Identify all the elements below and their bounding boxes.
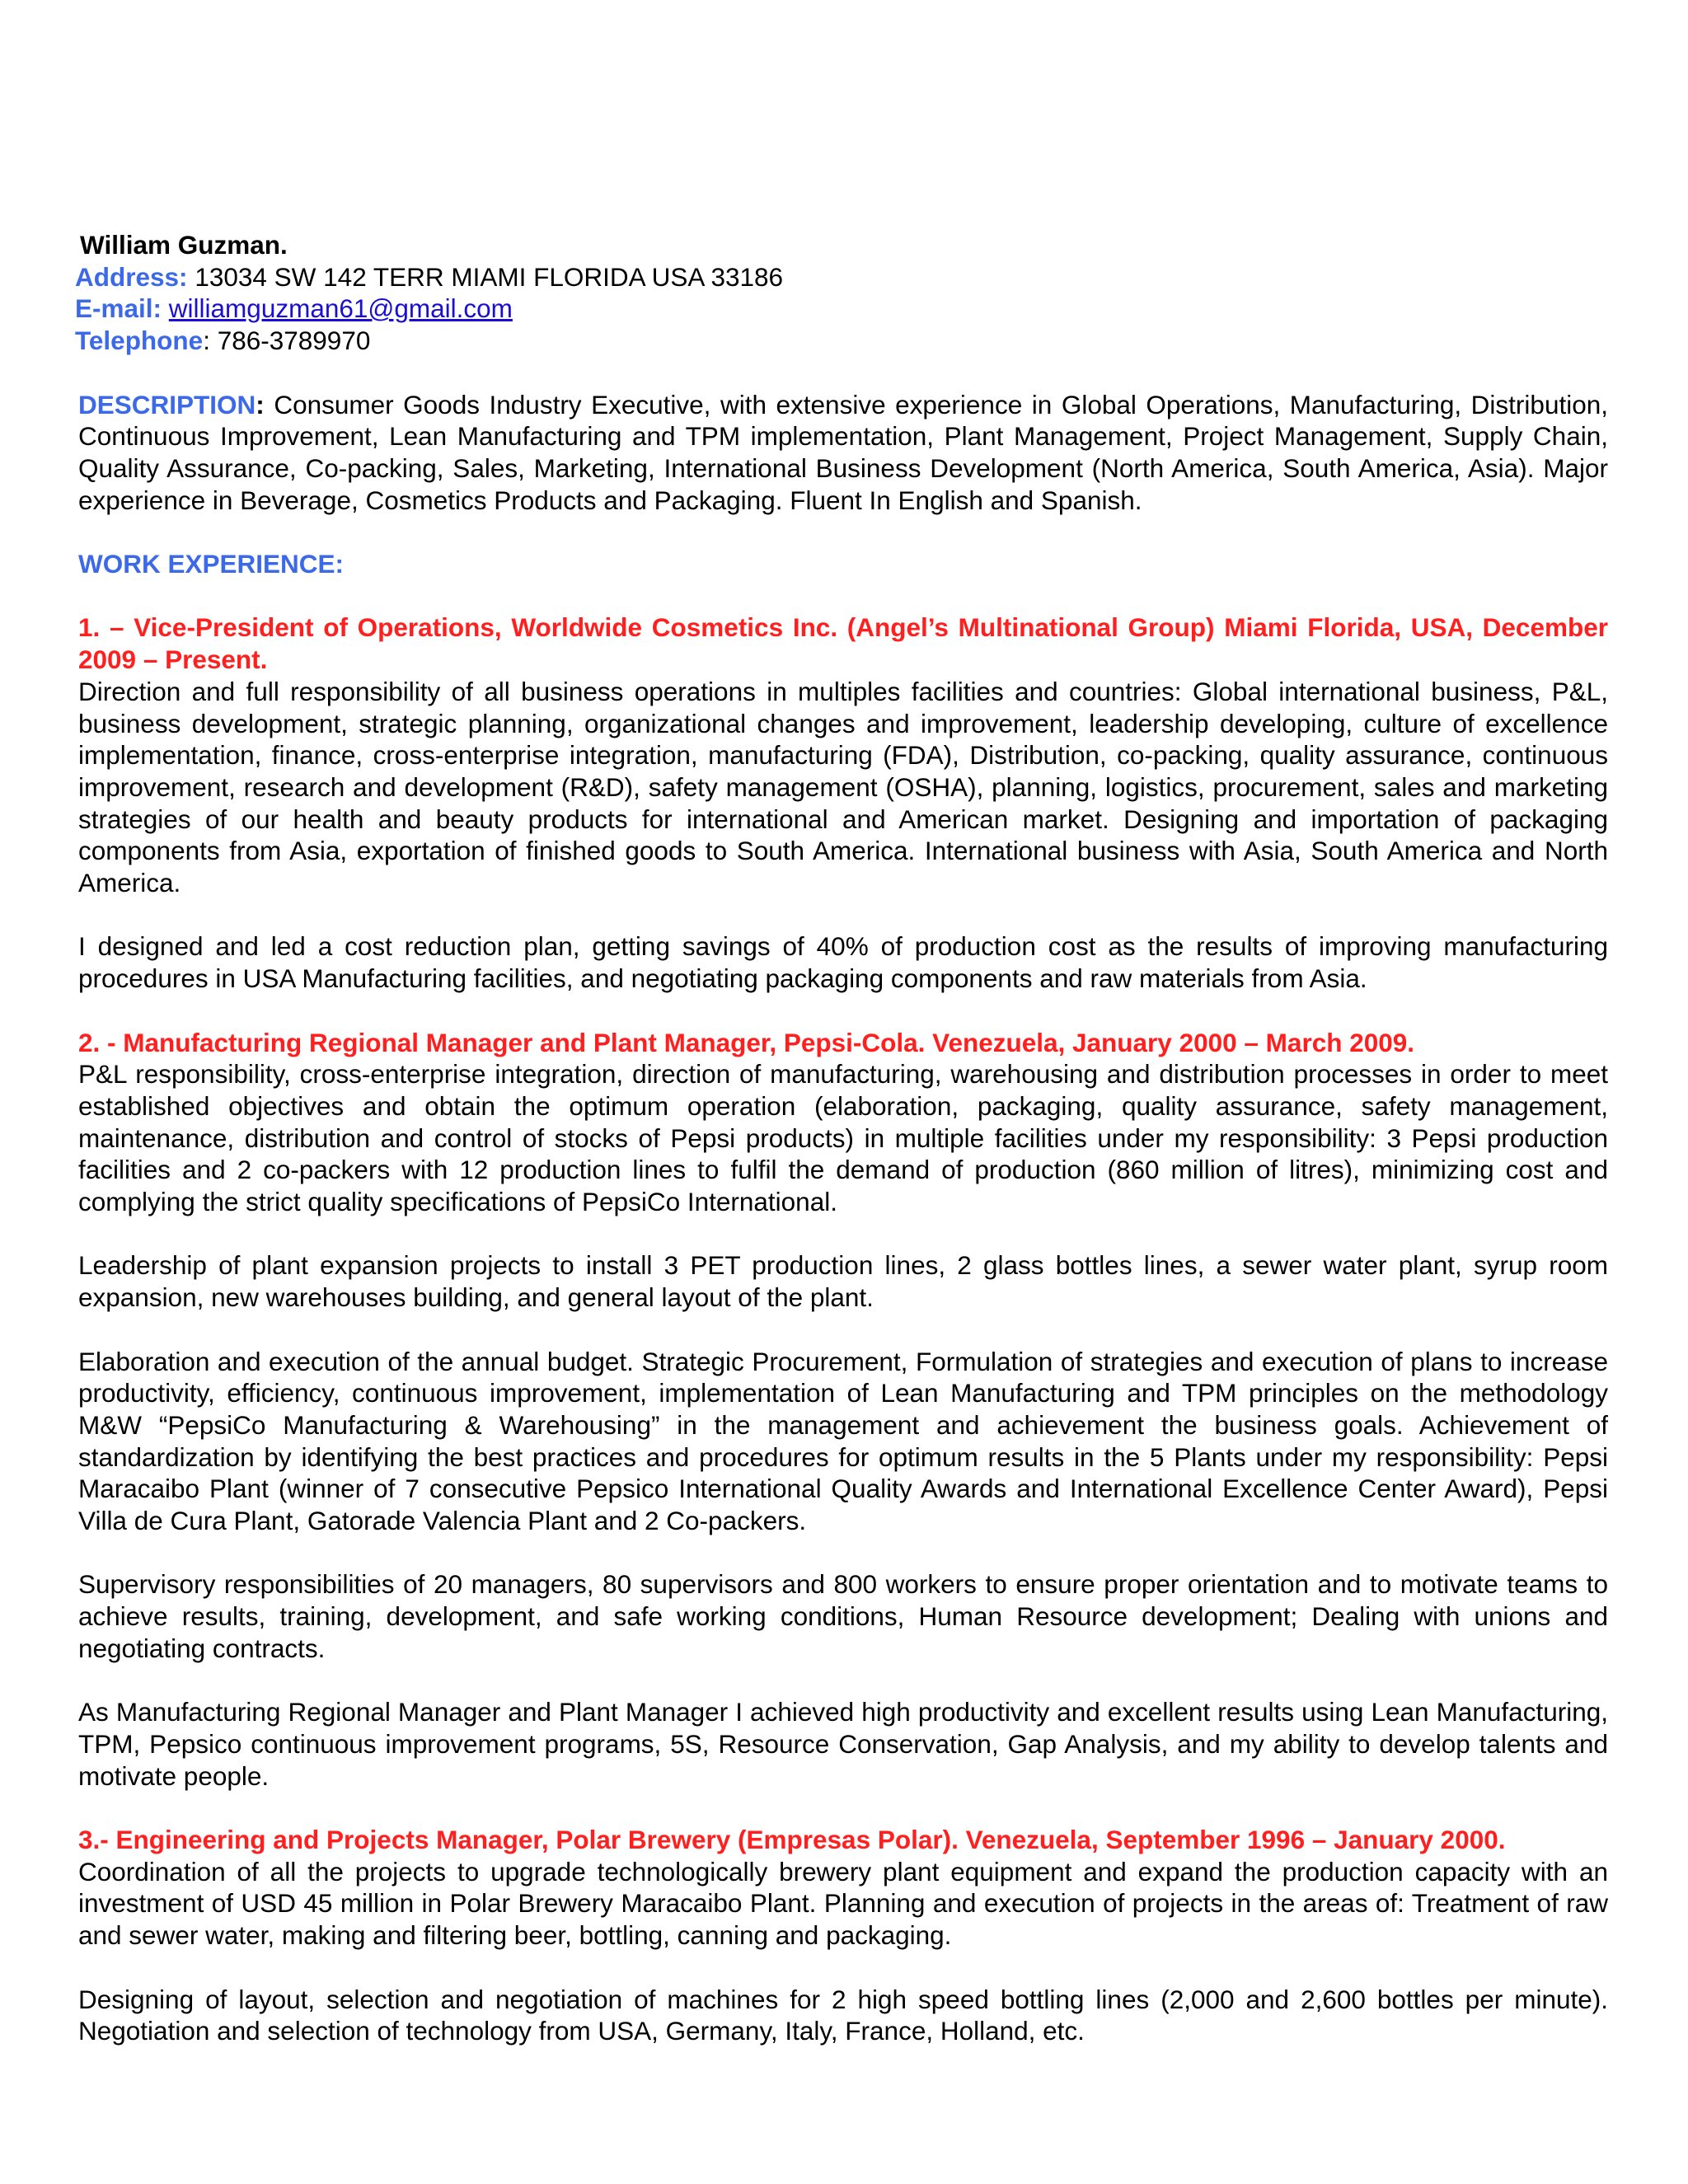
email-link[interactable]: williamguzman61@gmail.com [168, 293, 513, 324]
description-label: DESCRIPTION [78, 389, 256, 419]
description-paragraph [78, 389, 1608, 517]
telephone-value: : 786-3789970 [203, 326, 371, 356]
address-line [75, 261, 1608, 293]
spacer [78, 1218, 1608, 1250]
address-label: Address: [75, 261, 188, 292]
job-paragraph: As Manufacturing Regional Manager and Plant Manager I achieved high productivity and excellent results using Lean Manufacturing, TPM, Pepsico continuous improvement programs, 5S, Resource Conservation, Gap Analysis, and my ability to develop talents and motivate people. [78, 1697, 1608, 1791]
job-paragraph: Supervisory responsibilities of 20 managers, 80 supervisors and 800 workers to ensure proper orientation and to motivate teams to achieve results, training, development, and safe working conditions, Human Resource development; Dealing with unions and negotiating contracts. [78, 1569, 1608, 1663]
spacer [78, 1792, 1608, 1824]
spacer [78, 1665, 1608, 1697]
job-paragraph: I designed and led a cost reduction plan, getting savings of 40% of production cost as the results of improving manufacturing procedures in USA Manufacturing facilities, and negotiating packaging components and raw materials from Asia. [78, 931, 1608, 994]
spacer [78, 995, 1608, 1027]
email-line [75, 293, 1608, 325]
description-colon: : [256, 389, 265, 419]
spacer [78, 580, 1608, 612]
email-label: E-mail: [75, 293, 162, 324]
spacer [78, 1537, 1608, 1569]
spacer [78, 1952, 1608, 1984]
work-experience-heading: WORK EXPERIENCE: [78, 549, 345, 579]
description-text: Consumer Goods Industry Executive, with extensive experience in Global Operations, Manufacturing, Distribution, Continuous Improvement, Lean Manufacturing and TPM implementation, Plant Management, Project Management, Supply Chain, Quality Assurance, Co-packing, Sales, Marketing, International Business Development (North America, South America, Asia). Major experience in Beverage, Cosmetics Products and Packaging. Fluent In English and Spanish. [78, 389, 1608, 515]
job-paragraph: Coordination of all the projects to upgrade technologically brewery plant equipment and expand the production capacity with an investment of USD 45 million in Polar Brewery Maracaibo Plant. Planning and execution of projects in the areas of: Treatment of raw and sewer water, making and filtering beer, bottling, canning and packaging. [78, 1856, 1608, 1951]
address-value: 13034 SW 142 TERR MIAMI FLORIDA USA 33186 [195, 261, 784, 292]
job-title: 2. - Manufacturing Regional Manager and Plant Manager, Pepsi-Cola. Venezuela, January 2000 – March 2009. [78, 1027, 1415, 1057]
spacer [78, 516, 1608, 548]
spacer [78, 357, 1608, 389]
spacer [78, 899, 1608, 931]
telephone-label: Telephone [75, 326, 204, 356]
job-title: 3.- Engineering and Projects Manager, Polar Brewery (Empresas Polar). Venezuela, September 1996 – January 2000. [78, 1825, 1506, 1854]
candidate-name: William Guzman. [80, 230, 288, 260]
resume-page [75, 229, 1608, 2047]
job-paragraph: P&L responsibility, cross-enterprise integration, direction of manufacturing, warehousing and distribution processes in order to meet established objectives and obtain the optimum operation (elaboration, packaging, quality assurance, safety management, maintenance, distribution and control of stocks of Pepsi products) in multiple facilities under my responsibility: 3 Pepsi production facilities and 2 co-packers with 12 production lines to fulfil the demand of production (860 million of litres), minimizing cost and complying the strict quality specifications of PepsiCo International. [78, 1059, 1608, 1217]
spacer [78, 1314, 1608, 1346]
telephone-line [75, 325, 1608, 357]
job-paragraph: Leadership of plant expansion projects to install 3 PET production lines, 2 glass bottles lines, a sewer water plant, syrup room expansion, new warehouses building, and general layout of the plant. [78, 1250, 1608, 1313]
job-title: 1. – Vice-President of Operations, Worldwide Cosmetics Inc. (Angel’s Multinational Group) Miami Florida, USA, December 2009 – Present. [78, 612, 1608, 675]
job-paragraph: Direction and full responsibility of all business operations in multiples facilities and countries: Global international business, P&L, business development, strategic planning, organizational changes and improvement, leadership developing, culture of excellence implementation, finance, cross-enterprise integration, manufacturing (FDA), Distribution, co-packing, quality assurance, continuous improvement, research and development (R&D), safety management (OSHA), planning, logistics, procurement, sales and marketing strategies of our health and beauty products for international and American market. Designing and importation of packaging components from Asia, exportation of finished goods to South America. International business with Asia, South America and North America. [78, 676, 1608, 898]
job-paragraph: Elaboration and execution of the annual budget. Strategic Procurement, Formulation of strategies and execution of plans to increase productivity, efficiency, continuous improvement, implementation of Lean Manufacturing and TPM principles on the methodology M&W “PepsiCo Manufacturing & Warehousing” in the management and achievement the business goals. Achievement of standardization by identifying the best practices and procedures for optimum results in the 5 Plants under my responsibility: Pepsi Maracaibo Plant (winner of 7 consecutive Pepsico International Quality Awards and International Excellence Center Award), Pepsi Villa de Cura Plant, Gatorade Valencia Plant and 2 Co-packers. [78, 1346, 1608, 1536]
job-paragraph: Designing of layout, selection and negotiation of machines for 2 high speed bottling lines (2,000 and 2,600 bottles per minute). Negotiation and selection of technology from USA, Germany, Italy, France, Holland, etc. [78, 1984, 1608, 2046]
